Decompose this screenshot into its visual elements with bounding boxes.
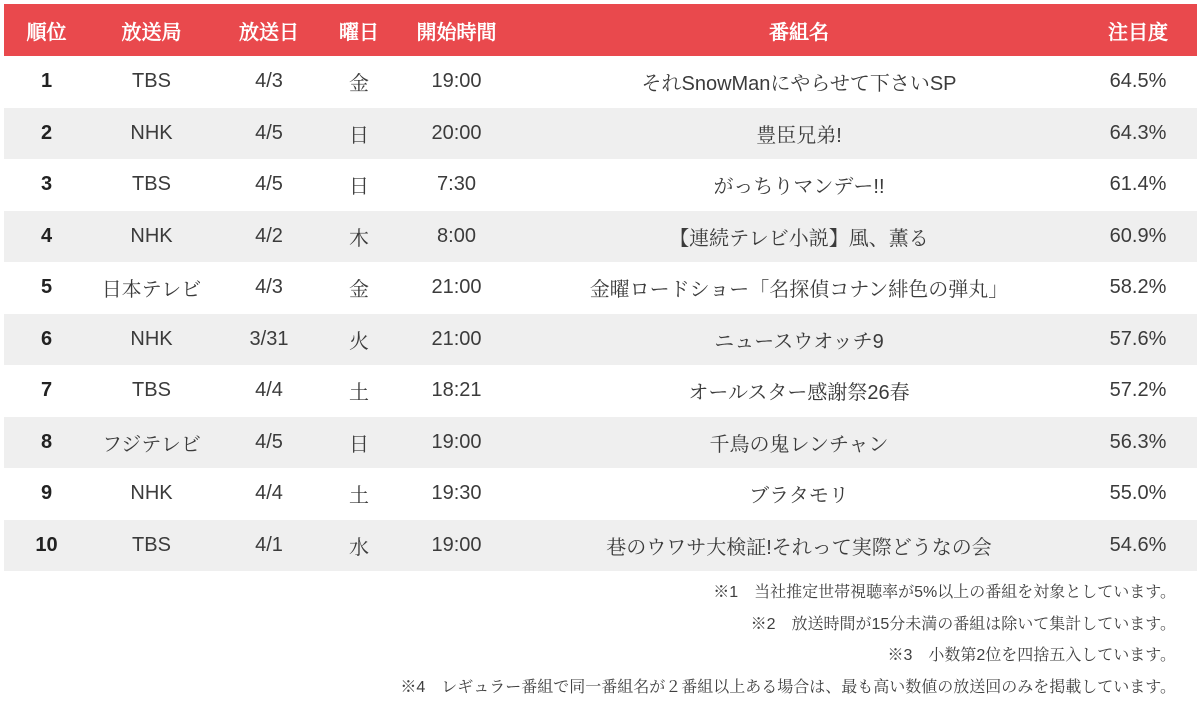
table-row <box>4 159 1197 211</box>
cell-rank: 4 <box>40 224 53 247</box>
cell-start-time: 8:00 <box>437 224 476 247</box>
table-row <box>4 314 1197 366</box>
cell-start-time: 7:30 <box>437 173 476 196</box>
cell-start-time: 21:00 <box>431 327 482 350</box>
table-row <box>4 56 1197 108</box>
cell-day: 日 <box>349 124 369 147</box>
cell-date: 4/4 <box>255 482 283 505</box>
cell-date: 4/3 <box>255 70 283 93</box>
table-header <box>4 4 1197 56</box>
cell-start-time: 19:00 <box>431 70 482 93</box>
cell-broadcaster: TBS <box>132 70 171 93</box>
cell-program: ブラタモリ <box>749 485 849 508</box>
cell-day: 日 <box>349 176 369 199</box>
col-header-start-time: 開始時間 <box>394 4 519 56</box>
cell-date: 4/4 <box>255 379 283 402</box>
footnote-line: ※3 小数第2位を四捨五入しています。 <box>887 647 1176 665</box>
cell-rank: 2 <box>40 121 53 144</box>
cell-day: 水 <box>349 536 369 559</box>
cell-day: 土 <box>349 382 369 405</box>
table-row <box>4 365 1197 417</box>
cell-day: 木 <box>349 227 369 250</box>
cell-broadcaster: TBS <box>132 173 171 196</box>
footnote-line: ※2 放送時間が15分未満の番組は除いて集計しています。 <box>750 615 1176 633</box>
cell-date: 4/5 <box>255 430 283 453</box>
table-row <box>4 262 1197 314</box>
cell-day: 火 <box>349 330 369 353</box>
cell-program: ニュースウオッチ9 <box>714 330 884 353</box>
cell-start-time: 19:00 <box>431 533 482 556</box>
tv-ranking-table <box>4 4 1197 571</box>
cell-rank: 6 <box>40 327 53 350</box>
cell-rate: 56.3% <box>1109 430 1167 453</box>
cell-start-time: 19:30 <box>431 482 482 505</box>
cell-rank: 10 <box>35 533 58 556</box>
cell-program: それSnowManにやらせて下さいSP <box>641 73 957 96</box>
cell-rank: 8 <box>40 430 53 453</box>
cell-program: 千鳥の鬼レンチャン <box>709 433 889 456</box>
cell-rate: 57.6% <box>1109 327 1167 350</box>
col-header-broadcaster: 放送局 <box>89 4 214 56</box>
cell-broadcaster: NHK <box>130 121 173 144</box>
cell-program: 【連続テレビ小説】風、薫る <box>669 227 929 250</box>
cell-broadcaster: NHK <box>130 327 173 350</box>
cell-rank: 9 <box>40 482 53 505</box>
footnote-line: ※4 レギュラー番組で同一番組名が２番組以上ある場合は、最も高い数値の放送回のみを掲載しています。 <box>400 679 1176 697</box>
col-header-rate: 注目度 <box>1079 4 1197 56</box>
col-header-date: 放送日 <box>214 4 324 56</box>
cell-rank: 5 <box>40 276 53 299</box>
cell-date: 3/31 <box>249 327 289 350</box>
footnote-line: ※1 当社推定世帯視聴率が5%以上の番組を対象としています。 <box>713 584 1176 601</box>
header-row <box>4 4 1197 56</box>
col-header-day: 曜日 <box>324 4 394 56</box>
cell-program: 巷のウワサ大検証!それって実際どうなの会 <box>606 536 992 559</box>
cell-rate: 61.4% <box>1109 173 1167 196</box>
cell-date: 4/2 <box>255 224 283 247</box>
cell-broadcaster: 日本テレビ <box>101 279 202 302</box>
cell-broadcaster: TBS <box>132 379 171 402</box>
cell-broadcaster: NHK <box>130 482 173 505</box>
cell-start-time: 21:00 <box>431 276 482 299</box>
cell-date: 4/1 <box>255 533 283 556</box>
cell-rate: 60.9% <box>1109 224 1167 247</box>
cell-date: 4/5 <box>255 121 283 144</box>
col-header-rank: 順位 <box>4 4 89 56</box>
cell-day: 金 <box>349 279 369 302</box>
table-row <box>4 520 1197 572</box>
cell-broadcaster: TBS <box>132 533 171 556</box>
cell-rate: 64.5% <box>1109 70 1167 93</box>
cell-rate: 64.3% <box>1109 121 1167 144</box>
cell-start-time: 19:00 <box>431 430 482 453</box>
cell-program: がっちりマンデー!! <box>713 176 885 199</box>
table-row <box>4 417 1197 469</box>
cell-rate: 57.2% <box>1109 379 1167 402</box>
cell-start-time: 20:00 <box>431 121 482 144</box>
cell-rank: 1 <box>40 70 53 93</box>
cell-start-time: 18:21 <box>431 379 482 402</box>
cell-day: 土 <box>349 485 369 508</box>
cell-program: 豊臣兄弟! <box>756 124 842 147</box>
footnotes <box>4 577 1197 704</box>
cell-broadcaster: フジテレビ <box>102 433 201 456</box>
table-row <box>4 468 1197 520</box>
cell-program: オールスター感謝祭26春 <box>688 382 910 405</box>
table-row <box>4 108 1197 160</box>
cell-program: 金曜ロードショー「名探偵コナン緋色の弾丸」 <box>589 279 1009 302</box>
cell-rate: 54.6% <box>1109 533 1167 556</box>
cell-day: 日 <box>349 433 369 456</box>
cell-rank: 3 <box>40 173 53 196</box>
cell-date: 4/3 <box>255 276 283 299</box>
cell-broadcaster: NHK <box>130 224 173 247</box>
table-body <box>4 56 1197 571</box>
col-header-program: 番組名 <box>519 4 1079 56</box>
table-row <box>4 211 1197 263</box>
cell-rate: 55.0% <box>1109 482 1167 505</box>
cell-date: 4/5 <box>255 173 283 196</box>
cell-rate: 58.2% <box>1109 276 1167 299</box>
cell-day: 金 <box>349 73 369 96</box>
cell-rank: 7 <box>40 379 53 402</box>
